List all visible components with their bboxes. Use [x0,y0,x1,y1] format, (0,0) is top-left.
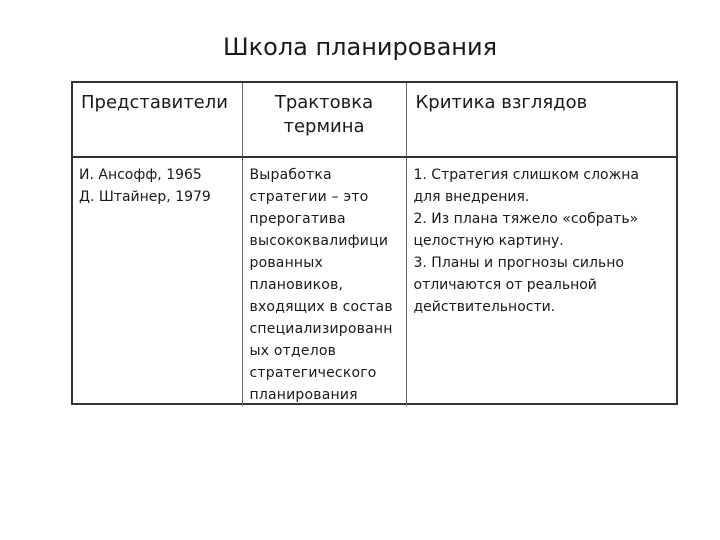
interpretation-line: стратегического [249,365,377,381]
cell-representatives [73,157,242,406]
table-row [73,157,676,406]
header-interpretation [242,83,406,157]
table-header-row [73,83,676,157]
header-representatives [73,83,242,157]
interpretation-line: входящих в состав [249,299,393,315]
criticism-line: 3. Планы и прогнозы сильно [413,255,624,271]
table [73,83,676,406]
representative-ansoff: И. Ансофф, 1965 [79,167,202,183]
slide-title: Школа планирования [222,33,498,61]
criticism-line: 1. Стратегия слишком сложна [413,167,639,183]
interpretation-line: специализированн [249,321,393,337]
representative-steiner: Д. Штайнер, 1979 [79,189,211,205]
cell-interpretation [242,157,406,406]
criticism-line: целостную картину. [413,233,564,249]
interpretation-line: рованных [249,255,324,271]
cell-criticism [406,157,676,406]
interpretation-line: планирования [249,387,358,403]
interpretation-line: стратегии – это [249,189,369,205]
criticism-line: отличаются от реальной [413,277,597,293]
planning-school-table [71,81,678,405]
criticism-line: действительности. [413,299,556,315]
interpretation-line: ых отделов [249,343,337,359]
interpretation-line: плановиков, [249,277,344,293]
interpretation-line: Выработка [249,167,332,183]
criticism-line: для внедрения. [413,189,530,205]
header-criticism [406,83,676,157]
header-criticism-label: Критика взглядов [415,92,588,113]
interpretation-line: прерогатива [249,211,346,227]
header-interpretation-line-2: термина [283,116,365,137]
criticism-line: 2. Из плана тяжело «собрать» [413,211,639,227]
header-representatives-label: Представители [81,92,228,113]
header-interpretation-line-1: Трактовка [274,92,374,113]
interpretation-line: высококвалифици [249,233,389,249]
